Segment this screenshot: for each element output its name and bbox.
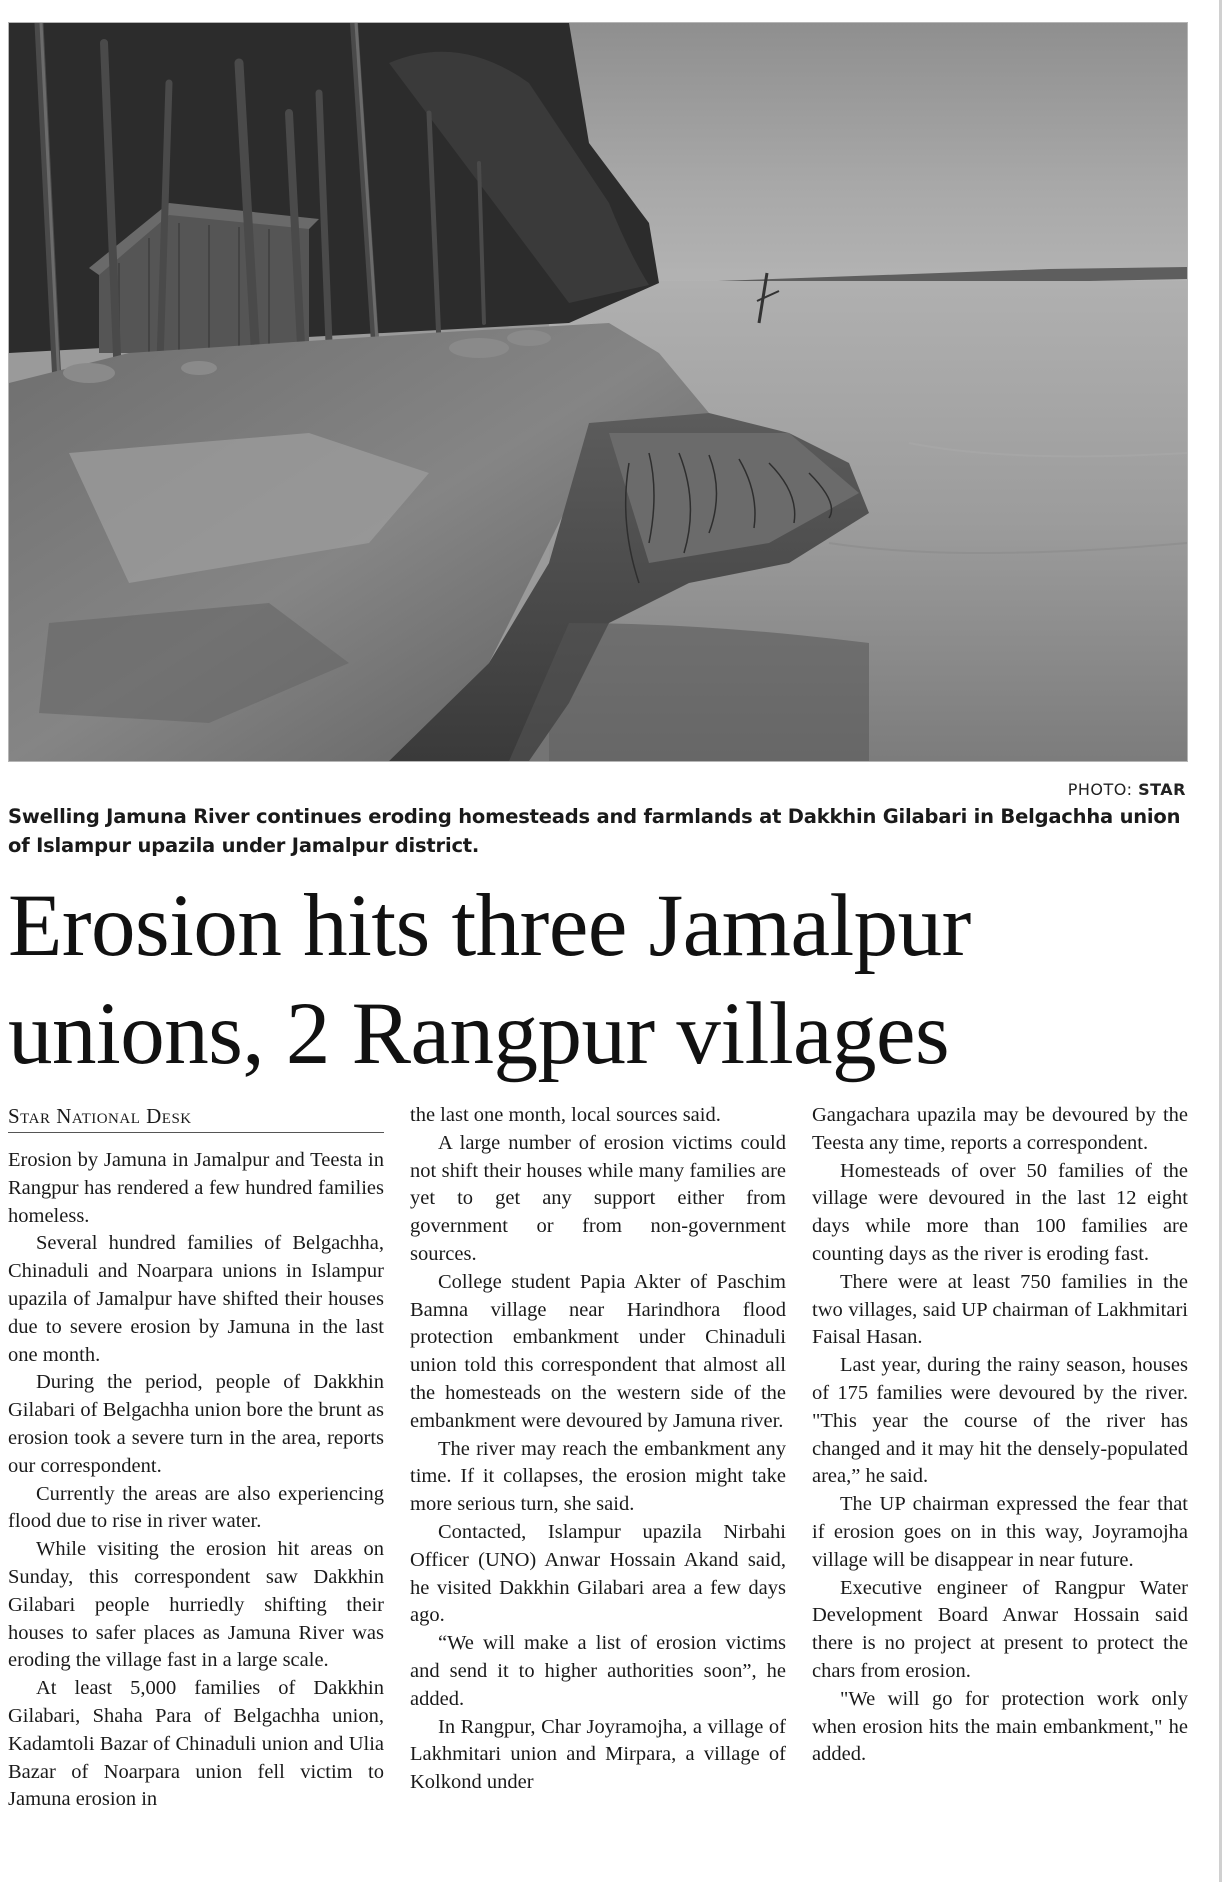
article-body — [8, 1102, 1188, 1872]
article-paragraph: At least 5,000 families of Dakkhin Gilabari, Shaha Para of Belgachha union, Kadamtoli Bazar of Chinaduli union and Ulia Bazar of Noarpara union fell victim to Jamuna erosion in — [8, 1677, 384, 1811]
article-paragraph: Executive engineer of Rangpur Water Development Board Anwar Hossain said there is no project at present to protect the chars from erosion. — [812, 1576, 1188, 1682]
article-paragraph: Homesteads of over 50 families of the village were devoured in the last 12 eight days while more than 100 families are counting days as the river is eroding fast. — [812, 1159, 1188, 1265]
photo-credit-source: STAR — [1138, 780, 1186, 799]
article-paragraph: the last one month, local sources said. — [410, 1104, 721, 1126]
article-paragraph: The river may reach the embankment any time. If it collapses, the erosion might take more serious turn, she said. — [410, 1437, 786, 1516]
photo-credit — [1068, 780, 1186, 799]
headline-line-2: unions, 2 Rangpur villages — [8, 985, 950, 1083]
headline-line-1: Erosion hits three Jamalpur — [8, 877, 971, 975]
article-paragraph: During the period, people of Dakkhin Gilabari of Belgachha union bore the brunt as erosion took a severe turn in the area, reports our correspondent. — [8, 1371, 384, 1477]
article-paragraph: A large number of erosion victims could not shift their houses while many families are yet to get any support either from government or from non-government sources. — [410, 1131, 786, 1265]
riverbank-erosion-photo — [9, 23, 1187, 761]
article-paragraph: "We will go for protection work only when erosion hits the main embankment," he added. — [812, 1687, 1188, 1766]
photo-caption: Swelling Jamuna River continues eroding homesteads and farmlands at Dakkhin Gilabari in Belgachha union of Islampur upazila under Jamalpur district. — [8, 805, 1181, 857]
headline — [8, 872, 1208, 1088]
article-paragraph: There were at least 750 families in the two villages, said UP chairman of Lakhmitari Faisal Hasan. — [812, 1270, 1188, 1349]
page-edge-rule — [1219, 0, 1222, 1882]
article-column-3 — [812, 1102, 1188, 1872]
article-paragraph: Contacted, Islampur upazila Nirbahi Officer (UNO) Anwar Hossain Akand said, he visited Dakkhin Gilabari area a few days ago. — [410, 1520, 786, 1627]
article-paragraph: Currently the areas are also experiencing flood due to rise in river water. — [8, 1482, 384, 1533]
article-paragraph: College student Papia Akter of Paschim Bamna village near Harindhora flood protection embankment under Chinaduli union told this correspondent that almost all the homesteads on the western side of the embankment were devoured by Jamuna river. — [410, 1270, 786, 1432]
article-paragraph: While visiting the erosion hit areas on Sunday, this correspondent saw Dakkhin Gilabari people hurriedly shifting their houses to safer places as Jamuna River was eroding the village fast in a large scale. — [8, 1538, 384, 1672]
article-paragraph: Several hundred families of Belgachha, Chinaduli and Noarpara unions in Islampur upazila of Jamalpur have shifted their houses due to severe erosion by Jamuna in the last one month. — [8, 1232, 384, 1366]
article-paragraph: In Rangpur, Char Joyramojha, a village of Lakhmitari union and Mirpara, a village of Kolkond under — [410, 1715, 786, 1794]
article-paragraph: Erosion by Jamuna in Jamalpur and Teesta in Rangpur has rendered a few hundred families homeless. — [8, 1149, 384, 1227]
byline: Star National Desk — [8, 1102, 384, 1133]
article-paragraph: “We will make a list of erosion victims and send it to higher authorities soon”, he added. — [410, 1632, 786, 1710]
article-paragraph: Gangachara upazila may be devoured by the Teesta any time, reports a correspondent. — [812, 1104, 1188, 1154]
news-photo — [8, 22, 1188, 762]
article-column-1 — [8, 1102, 384, 1872]
photo-credit-label: PHOTO: — [1067, 780, 1139, 799]
article-column-2 — [410, 1102, 786, 1872]
article-paragraph: The UP chairman expressed the fear that if erosion goes on in this way, Joyramojha village will be disappear in near future. — [812, 1493, 1188, 1571]
article-paragraph: Last year, during the rainy season, houses of 175 families were devoured by the river. "This year the course of the river has changed and it may hit the densely-populated area,” he said. — [812, 1354, 1188, 1488]
